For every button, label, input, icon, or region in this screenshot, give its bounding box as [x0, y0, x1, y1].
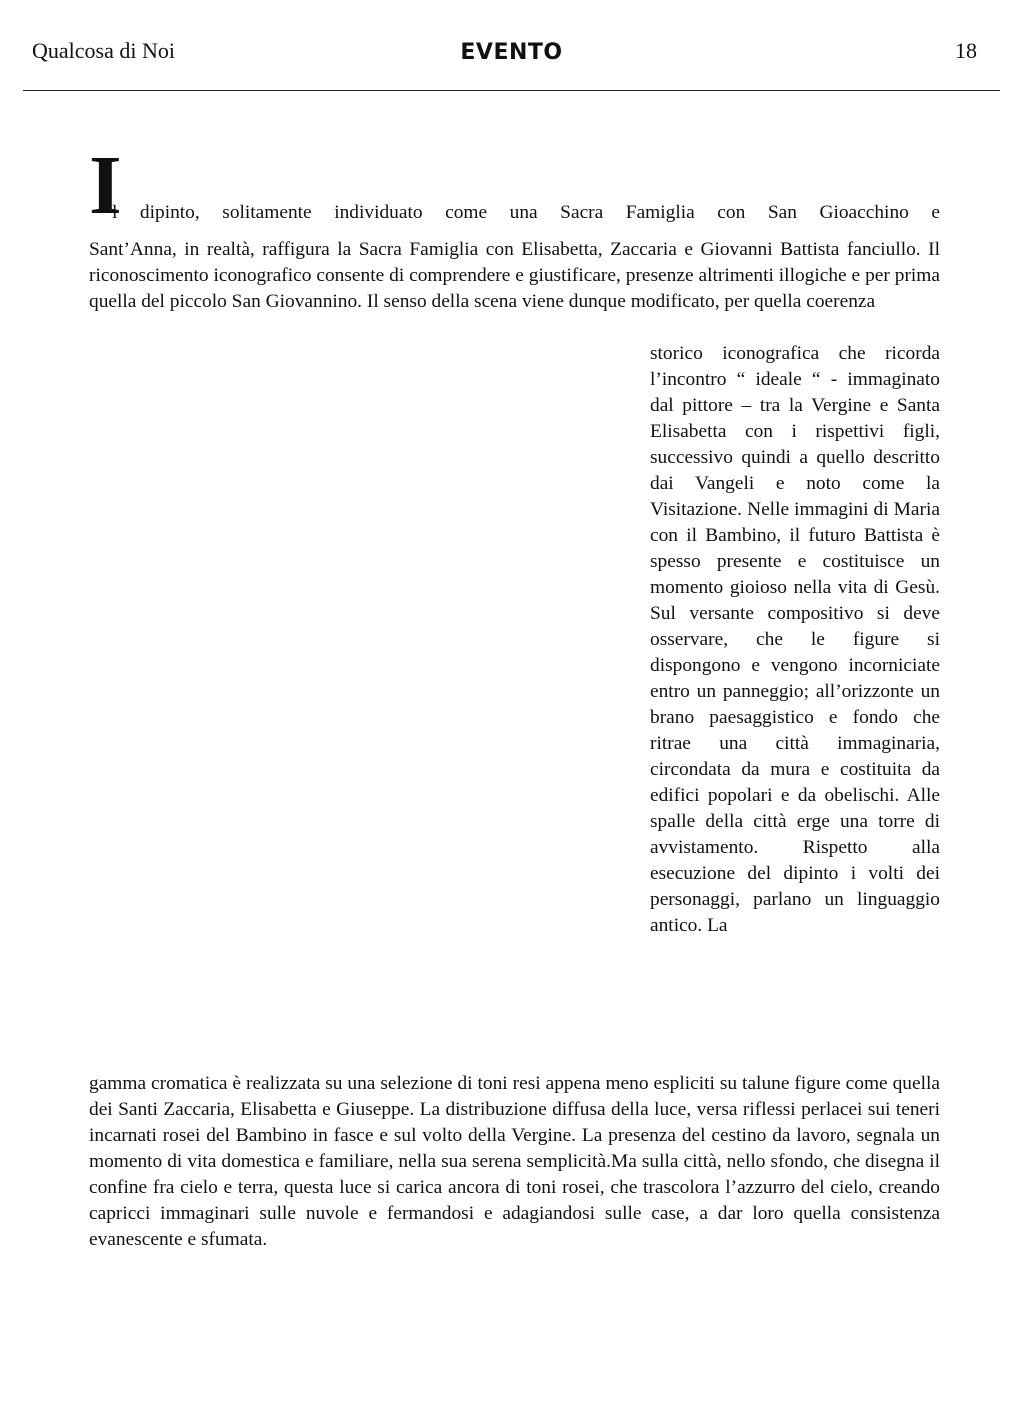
page-number: 18: [955, 38, 977, 63]
article-paragraph-bottom: gamma cromatica è realizzata su una selezione di toni resi appena meno espliciti su talune figure come quella dei Santi Zaccaria, Elisabetta e Giuseppe. La distribuzione diffusa della luce, versa riflessi perlacei sui teneri incarnati rosei del Bambino in fasce e sul volto della Vergine. La presenza del cestino da lavoro, segnala un momento di vita domestica e familiare, nella sua serena semplicità.Ma sulla città, nello sfondo, che disegna il confine fra cielo e terra, questa luce si carica ancora di toni rosei, che trascolora l’azzurro del cielo, creando capricci immaginari sulle nuvole e fermandosi e adagiandosi sulle case, a dar loro quella consistenza evanescente e sfumata.: [89, 1073, 940, 1250]
article-paragraph-top: Sant’Anna, in realtà, raffigura la Sacra Famiglia con Elisabetta, Zaccaria e Giovanni Battista fanciullo. Il riconoscimento iconografico consente di comprendere e giustificare, presenze altrimenti illogiche e per prima quella del piccolo San Giovannino. Il senso della scena viene dunque modificato, per quella coerenza: [89, 239, 940, 312]
article-opening: [89, 139, 940, 232]
opening-line: l dipinto, solitamente individuato come una Sacra Famiglia con San Gioacchino e: [112, 202, 940, 223]
publication-title: Qualcosa di Noi: [32, 38, 175, 63]
drop-cap: I: [89, 139, 122, 232]
article-column-right: storico iconografica che ricorda l’incontro “ ideale “ - immaginato dal pittore – tra la Vergine e Santa Elisabetta con i rispettivi figli, successivo quindi a quello descritto dai Vangeli e noto come la Visitazione. Nelle immagini di Maria con il Bambino, il futuro Battista è spesso presente e costituisce un momento gioioso nella vita di Gesù. Sul versante compositivo si deve osservare, che le figure si dispongono e vengono incorniciate entro un panneggio; all’orizzonte un brano paesaggistico e fondo che ritrae una città immaginaria, circondata da mura e costituita da edifici popolari e da obelischi. Alle spalle della città erge una torre di avvistamento. Rispetto alla esecuzione del dipinto i volti dei personaggi, parlano un linguaggio antico. La: [650, 343, 940, 936]
section-title: EVENTO: [460, 40, 563, 65]
page-header: [23, 0, 1000, 91]
